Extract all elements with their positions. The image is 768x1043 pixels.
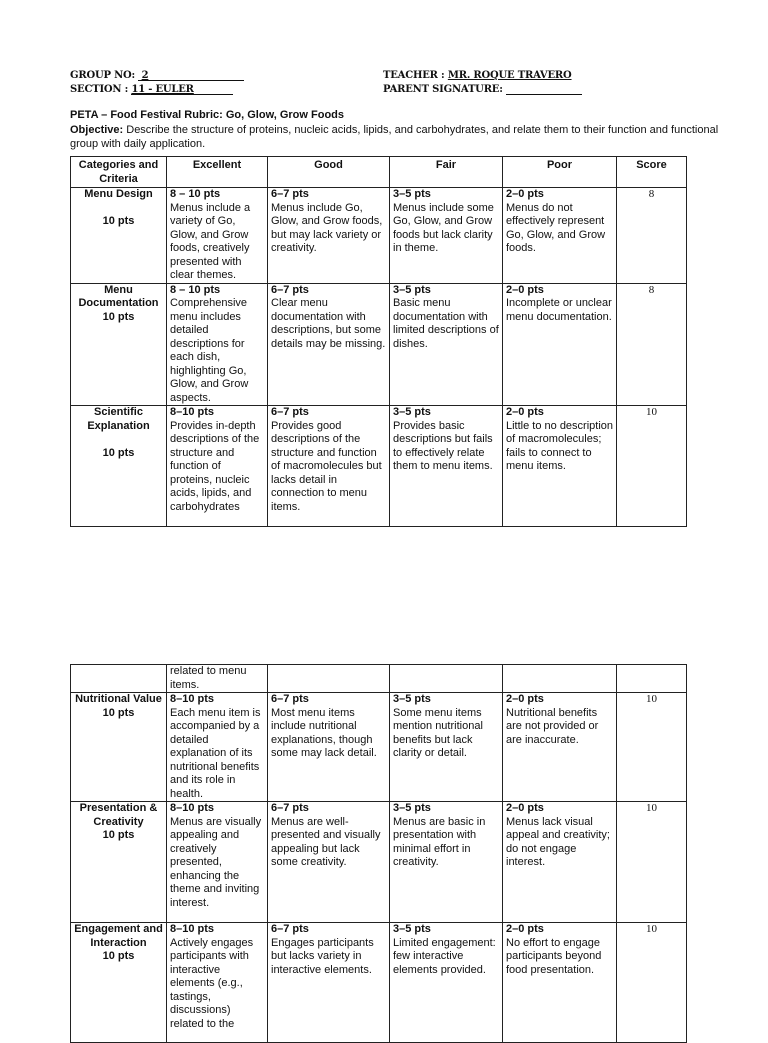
parent-signature-label: PARENT SIGNATURE: (383, 84, 503, 95)
table-row (71, 693, 687, 802)
fair-description: Menus are basic in presentation with minimal effort in creativity. (393, 815, 486, 868)
fair-points: 3–5 pts (393, 406, 431, 418)
category-name: Nutritional Value (75, 693, 162, 705)
fair-cell (390, 923, 503, 1043)
good-points: 6–7 pts (271, 188, 309, 200)
poor-cell (503, 923, 617, 1043)
column-header-poor: Poor (503, 157, 617, 188)
fair-points: 3–5 pts (393, 802, 431, 814)
good-description: Menus include Go, Glow, and Grow foods, but may lack variety or creativity. (271, 201, 383, 254)
fair-description: Menus include some Go, Glow, and Grow foods but lack clarity in theme. (393, 201, 494, 254)
category-points: 10 pts (102, 706, 135, 719)
good-cell (268, 283, 390, 406)
section-value-line (131, 84, 233, 95)
excellent-description: Menus include a variety of Go, Glow, and Grow foods, creatively presented with clear themes. (170, 201, 251, 281)
section-value: 11 - EULER (131, 84, 194, 95)
objective-text: Describe the structure of proteins, nucleic acids, lipids, and carbohydrates, and relate them to their function and functional group with daily application. (70, 124, 719, 150)
column-header-excellent: Excellent (167, 157, 268, 188)
category-cell (71, 283, 167, 406)
good-points: 6–7 pts (271, 406, 309, 418)
fair-points: 3–5 pts (393, 188, 431, 200)
poor-cell (503, 188, 617, 284)
objective (70, 123, 720, 151)
table-row (71, 406, 687, 527)
column-header-fair: Fair (390, 157, 503, 188)
good-cell (268, 665, 390, 693)
poor-description: Menus do not effectively represent Go, Glow, and Grow foods. (506, 201, 606, 254)
category-name: Presentation & Creativity (79, 802, 158, 828)
score-cell: 10 (617, 406, 687, 527)
fair-cell (390, 665, 503, 693)
rubric-title: PETA – Food Festival Rubric: Go, Glow, Grow Foods (70, 109, 344, 121)
rubric-table-page-1 (70, 156, 687, 527)
table-row-continuation (71, 665, 687, 693)
table-header-row (71, 157, 687, 188)
group-label: GROUP NO: (70, 70, 136, 81)
category-cell (71, 406, 167, 527)
fair-cell (390, 283, 503, 406)
column-header-category: Categories and Criteria (71, 157, 167, 188)
good-cell (268, 802, 390, 923)
teacher-label: TEACHER : (383, 70, 445, 81)
section-label: SECTION : (70, 84, 129, 95)
score-cell: 8 (617, 283, 687, 406)
poor-points: 2–0 pts (506, 283, 544, 296)
category-name: Scientific Explanation (87, 406, 150, 432)
parent-signature-line (506, 84, 582, 95)
teacher (383, 70, 572, 81)
group-value-line (138, 70, 244, 81)
excellent-cell (167, 188, 268, 284)
excellent-description: Provides in-depth descriptions of the structure and function of proteins, nucleic acids, lipids, and carbohydrates (170, 419, 260, 513)
good-description: Engages participants but lacks variety in interactive elements. (271, 936, 374, 976)
teacher-value: MR. ROQUE TRAVERO (447, 70, 572, 81)
table-row (71, 923, 687, 1043)
good-description: Menus are well-presented and visually appealing but lack some creativity. (271, 815, 381, 868)
poor-points: 2–0 pts (506, 693, 544, 705)
category-points: 10 pts (102, 310, 135, 323)
parent-signature (383, 84, 582, 95)
category-points: 10 pts (102, 446, 135, 459)
score-cell (617, 665, 687, 693)
rubric-table-page-2 (70, 664, 687, 1043)
good-points: 6–7 pts (271, 923, 309, 935)
good-cell (268, 406, 390, 527)
poor-points: 2–0 pts (506, 802, 544, 814)
score-cell: 10 (617, 693, 687, 802)
category-points: 10 pts (102, 950, 135, 962)
objective-label: Objective: (70, 124, 124, 136)
poor-cell (503, 283, 617, 406)
excellent-points: 8–10 pts (170, 923, 215, 935)
excellent-points: 8 – 10 pts (170, 283, 221, 296)
good-cell (268, 188, 390, 284)
table-row (71, 802, 687, 923)
excellent-description: Each menu item is accompanied by a detailed explanation of its nutritional benefits and its role in health. (170, 706, 261, 800)
category-cell (71, 665, 167, 693)
excellent-points: 8–10 pts (170, 406, 215, 418)
section (70, 84, 233, 95)
excellent-cell (167, 923, 268, 1043)
score-cell: 10 (617, 802, 687, 923)
fair-points: 3–5 pts (393, 693, 431, 705)
poor-cell (503, 665, 617, 693)
category-cell (71, 188, 167, 284)
category-name: Menu Design (84, 188, 153, 200)
poor-points: 2–0 pts (506, 188, 544, 200)
fair-cell (390, 802, 503, 923)
fair-points: 3–5 pts (393, 923, 431, 935)
excellent-description: Menus are visually appealing and creatively presented, enhancing the theme and inviting interest. (170, 815, 262, 909)
fair-cell (390, 693, 503, 802)
group-value: 2 (141, 70, 149, 81)
excellent-points: 8–10 pts (170, 693, 215, 705)
poor-points: 2–0 pts (506, 923, 544, 935)
excellent-cell (167, 802, 268, 923)
category-name: Engagement and Interaction (74, 923, 163, 949)
excellent-cell (167, 693, 268, 802)
poor-cell (503, 406, 617, 527)
poor-description: No effort to engage participants beyond food presentation. (506, 936, 602, 976)
category-cell (71, 802, 167, 923)
good-points: 6–7 pts (271, 283, 309, 296)
good-description: Clear menu documentation with descriptions, but some details may be missing. (271, 297, 386, 350)
fair-description: Basic menu documentation with limited descriptions of dishes. (393, 297, 499, 350)
excellent-cell (167, 406, 268, 527)
poor-cell (503, 802, 617, 923)
fair-description: Limited engagement: few interactive elements provided. (393, 936, 496, 976)
good-points: 6–7 pts (271, 693, 309, 705)
poor-points: 2–0 pts (506, 406, 544, 418)
category-points: 10 pts (102, 215, 135, 227)
column-header-score: Score (617, 157, 687, 188)
excellent-points: 8–10 pts (170, 802, 215, 814)
excellent-description: Actively engages participants with interactive elements (e.g., tastings, discussions) related to the (170, 936, 254, 1030)
category-name: Menu Documentation (78, 283, 159, 309)
excellent-cell (167, 283, 268, 406)
excellent-cell (167, 665, 268, 693)
table-row (71, 188, 687, 284)
group-number (70, 70, 244, 81)
excellent-description-continued: related to menu items. (170, 665, 247, 691)
score-cell: 8 (617, 188, 687, 284)
good-cell (268, 693, 390, 802)
score-cell: 10 (617, 923, 687, 1043)
fair-cell (390, 406, 503, 527)
poor-description: Little to no description of macromolecules; fails to connect to menu items. (506, 419, 614, 472)
fair-description: Provides basic descriptions but fails to effectively relate them to menu items. (393, 419, 493, 472)
column-header-good: Good (268, 157, 390, 188)
fair-cell (390, 188, 503, 284)
category-cell (71, 923, 167, 1043)
fair-description: Some menu items mention nutritional benefits but lack clarity or detail. (393, 706, 483, 759)
excellent-description: Comprehensive menu includes detailed descriptions for each dish, highlighting Go, Glow, and Grow aspects. (170, 297, 249, 404)
poor-description: Menus lack visual appeal and creativity; do not engage interest. (506, 815, 610, 868)
excellent-points: 8 – 10 pts (170, 188, 221, 200)
good-cell (268, 923, 390, 1043)
category-cell (71, 693, 167, 802)
poor-description: Incomplete or unclear menu documentation. (506, 297, 612, 323)
poor-cell (503, 693, 617, 802)
fair-points: 3–5 pts (393, 283, 431, 296)
good-description: Most menu items include nutritional explanations, though some may lack detail. (271, 706, 377, 759)
poor-description: Nutritional benefits are not provided or are inaccurate. (506, 706, 599, 746)
table-row (71, 283, 687, 406)
good-description: Provides good descriptions of the structure and function of macromolecules but lacks detail in connection to menu items. (271, 419, 382, 513)
category-points: 10 pts (102, 829, 135, 841)
good-points: 6–7 pts (271, 802, 309, 814)
